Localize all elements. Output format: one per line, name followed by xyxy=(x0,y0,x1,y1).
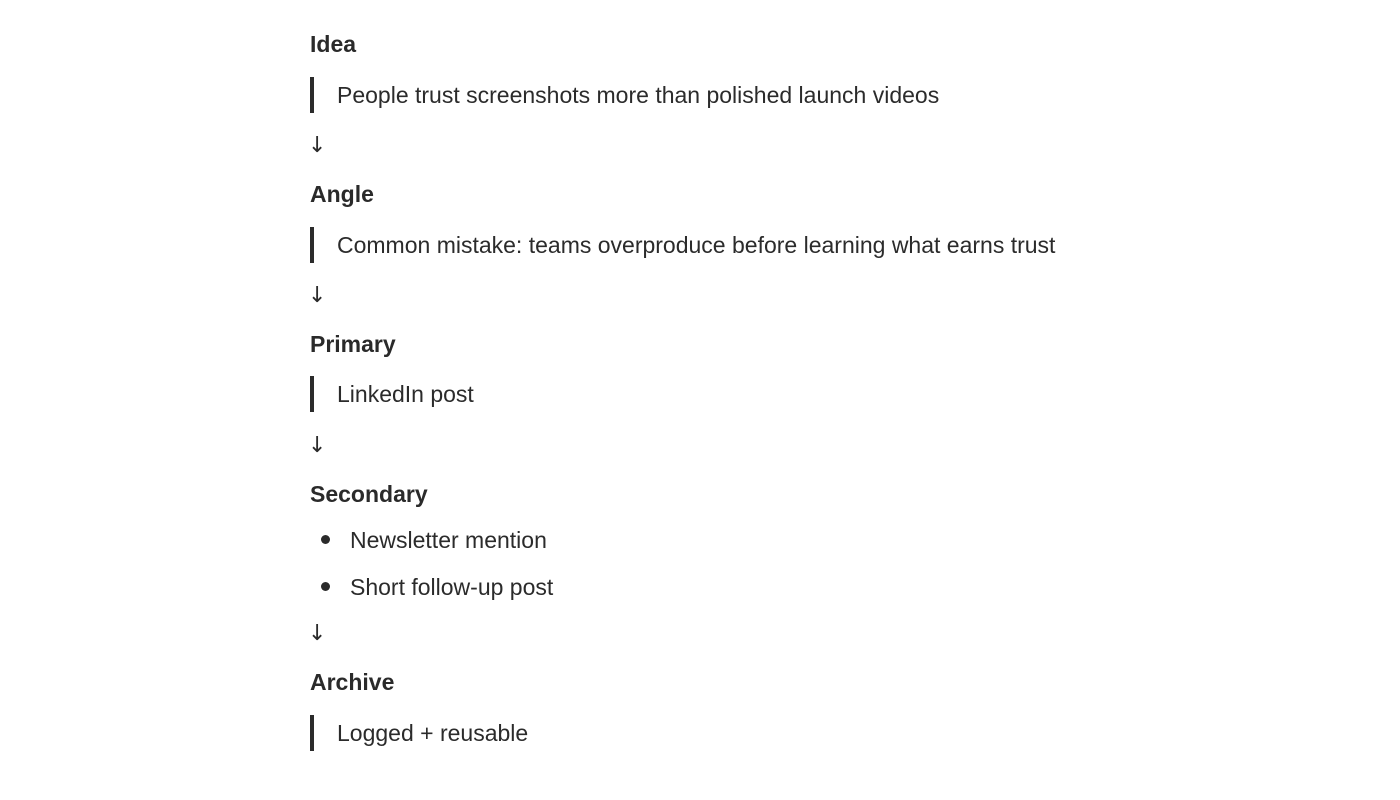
quote-block-idea xyxy=(310,77,939,113)
down-arrow-icon: ↓ xyxy=(308,621,327,646)
bullet-icon xyxy=(321,582,330,591)
list-item-text: Short follow-up post xyxy=(350,574,554,600)
quote-text: Logged + reusable xyxy=(337,720,529,746)
down-arrow-icon: ↓ xyxy=(308,133,327,158)
list-item xyxy=(321,572,553,602)
list-item-text: Newsletter mention xyxy=(350,527,547,553)
section-heading-archive: Archive xyxy=(310,669,395,695)
list-item xyxy=(321,525,547,555)
section-heading-idea: Idea xyxy=(310,31,357,57)
quote-block-angle xyxy=(310,227,1055,263)
section-heading-secondary: Secondary xyxy=(310,481,428,507)
down-arrow-icon: ↓ xyxy=(308,433,327,458)
section-heading-primary: Primary xyxy=(310,331,396,357)
down-arrow-icon: ↓ xyxy=(308,283,327,308)
quote-block-archive xyxy=(310,715,528,751)
bullet-icon xyxy=(321,535,330,544)
quote-text: Common mistake: teams overproduce before learning what earns trust xyxy=(337,232,1056,258)
quote-text: People trust screenshots more than polished launch videos xyxy=(337,82,940,108)
section-heading-angle: Angle xyxy=(310,181,374,207)
quote-text: LinkedIn post xyxy=(337,381,474,407)
quote-block-primary xyxy=(310,376,474,412)
